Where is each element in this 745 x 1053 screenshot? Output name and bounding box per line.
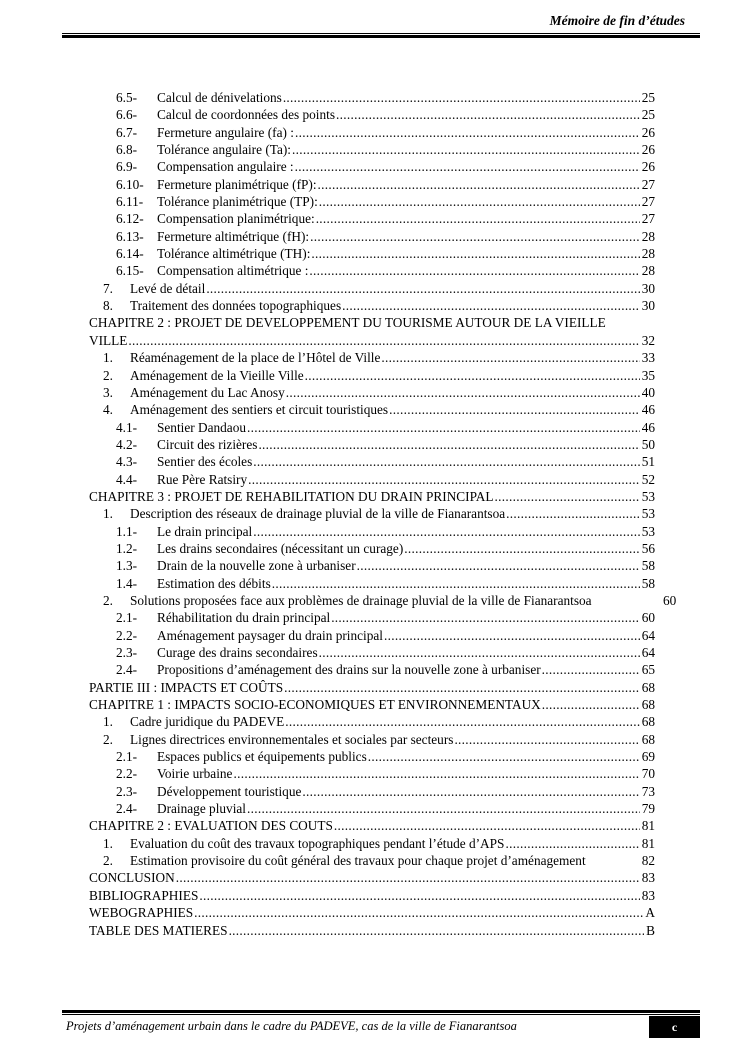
- toc-entry-label: Les drains secondaires (nécessitant un curage): [157, 540, 404, 556]
- toc-entry: [0, 505, 745, 522]
- toc-entry: [0, 367, 745, 384]
- toc-entry-leader: [316, 210, 640, 227]
- toc-entry-label: CHAPITRE 2 : EVALUATION DES COUTS: [89, 818, 333, 834]
- toc-entry-number: 6.6-: [116, 107, 138, 123]
- toc-entry-label: Rue Père Ratsiry: [157, 471, 248, 487]
- toc-entry-page: 73: [641, 783, 655, 799]
- toc-entry-leader: [404, 540, 639, 557]
- toc-entry-label: Solutions proposées face aux problèmes de drainage pluvial de la ville de Fianarantsoa: [130, 592, 592, 608]
- toc-entry: [0, 731, 745, 748]
- toc-entry-leader: [319, 644, 640, 661]
- toc-entry-page: 51: [641, 454, 655, 470]
- toc-entry-label: Sentier des écoles: [157, 454, 253, 470]
- toc-entry-number: 1.1-: [116, 523, 138, 539]
- toc-entry-number: 2.3-: [116, 783, 138, 799]
- toc-entry: [0, 89, 745, 106]
- toc-entry-leader: [247, 419, 640, 436]
- toc-entry-leader: [384, 627, 640, 644]
- toc-entry-number: 4.1-: [116, 419, 138, 435]
- toc-entry: [0, 176, 745, 193]
- toc-entry-leader: [258, 436, 639, 453]
- toc-entry-label: Levé de détail: [130, 280, 206, 296]
- toc-entry: [0, 314, 745, 331]
- toc-entry-label: CONCLUSION: [89, 870, 175, 886]
- toc-entry-page: 70: [641, 766, 655, 782]
- toc-entry-label: BIBLIOGRAPHIES: [89, 887, 199, 903]
- toc-entry: [0, 679, 745, 696]
- toc-entry-page: B: [646, 922, 655, 938]
- toc-entry: [0, 783, 745, 800]
- toc-entry-leader: [336, 106, 640, 123]
- toc-entry-number: 2.1-: [116, 610, 138, 626]
- toc-entry-page: 25: [641, 90, 655, 105]
- toc-entry: [0, 696, 745, 713]
- toc-entry-page: 58: [641, 575, 655, 591]
- toc-entry-number: 1.: [103, 714, 113, 730]
- toc-entry-number: 6.14-: [116, 246, 144, 262]
- toc-entry-number: 6.7-: [116, 124, 138, 140]
- toc-entry-page: 26: [641, 159, 655, 175]
- toc-entry-label: Sentier Dandaou: [157, 419, 246, 435]
- toc-entry-label: Estimation provisoire du coût général des travaux pour chaque projet d’aménagement: [130, 853, 586, 869]
- toc-entry-number: 6.15-: [116, 263, 144, 279]
- toc-entry-page: 28: [641, 263, 655, 279]
- toc-entry-page: 65: [641, 662, 655, 678]
- toc-entry: [0, 488, 745, 505]
- toc-entry: [0, 869, 745, 886]
- toc-entry-label: Propositions d’aménagement des drains sur la nouvelle zone à urbaniser: [157, 662, 541, 678]
- toc-entry-page: 35: [641, 367, 655, 383]
- toc-entry-leader: [368, 748, 640, 765]
- toc-entry-label: Aménagement du Lac Anosy: [130, 384, 285, 400]
- toc-entry-label: Réhabilitation du drain principal: [157, 610, 331, 626]
- footer-text: Projets d’aménagement urbain dans le cadre du PADEVE, cas de la ville de Fianarantsoa: [66, 1019, 517, 1033]
- toc-entry: [0, 835, 745, 852]
- toc-entry-number: 4.: [103, 402, 113, 418]
- toc-entry-label: CHAPITRE 2 : PROJET DE DEVELOPPEMENT DU TOURISME AUTOUR DE LA VIEILLE: [89, 315, 606, 331]
- toc-entry-leader: [248, 471, 640, 488]
- toc-entry: [0, 124, 745, 141]
- toc-entry-page: 53: [641, 488, 655, 504]
- toc-entry-leader: [272, 575, 640, 592]
- toc-entry-label: Estimation des débits: [157, 575, 271, 591]
- toc-entry-label: Aménagement de la Vieille Ville: [130, 367, 304, 383]
- toc-entry-label: TABLE DES MATIERES: [89, 922, 228, 938]
- toc-entry-leader: [253, 523, 639, 540]
- toc-entry-label: Tolérance altimétrique (TH):: [157, 246, 311, 262]
- toc-entry-label: Aménagement des sentiers et circuit touristiques: [130, 402, 389, 418]
- toc-entry-label: Réaménagement de la place de l’Hôtel de Ville: [130, 350, 381, 366]
- toc-entry: [0, 592, 745, 609]
- toc-entry-page: 33: [641, 350, 655, 366]
- toc-entry: [0, 800, 745, 817]
- toc-entry-page: 26: [641, 124, 655, 140]
- toc-entry-number: 6.12-: [116, 211, 144, 227]
- toc-entry-leader: [295, 124, 640, 141]
- toc-entry-leader: [542, 696, 640, 713]
- toc-entry-label: Evaluation du coût des travaux topographiques pendant l’étude d’APS: [130, 835, 505, 851]
- toc-entry-number: 2.4-: [116, 662, 138, 678]
- toc-entry-label: VILLE: [89, 332, 128, 348]
- toc-entry-leader: [505, 835, 639, 852]
- toc-entry-leader: [176, 869, 640, 886]
- toc-entry: [0, 575, 745, 592]
- toc-entry-number: 2.3-: [116, 645, 138, 660]
- toc-entry: [0, 471, 745, 488]
- toc-entry-leader: [253, 453, 639, 470]
- toc-entry-leader: [318, 176, 640, 193]
- toc-entry-label: Calcul de dénivelations: [157, 90, 282, 105]
- toc-entry-leader: [454, 731, 639, 748]
- toc-entry-number: 1.2-: [116, 540, 138, 556]
- toc-entry-label: Fermeture altimétrique (fH):: [157, 228, 310, 244]
- toc-entry-number: 6.5-: [116, 90, 138, 105]
- toc-entry-label: Le drain principal: [157, 523, 253, 539]
- toc-entry-page: 64: [641, 645, 655, 660]
- toc-entry-leader: [381, 349, 639, 366]
- toc-entry-page: 69: [641, 749, 655, 765]
- toc-entry-label: Traitement des données topographiques: [130, 298, 342, 314]
- toc-entry-page: 81: [641, 818, 655, 834]
- toc-entry-number: 4.4-: [116, 471, 138, 487]
- toc-entry-page: 27: [641, 176, 655, 192]
- toc-entry-number: 8.: [103, 298, 113, 314]
- toc-entry-label: Compensation planimétrique:: [157, 211, 315, 227]
- toc-entry-page: 81: [641, 835, 655, 851]
- toc-entry-number: 1.4-: [116, 575, 138, 591]
- toc-entry-leader: [495, 488, 640, 505]
- toc-entry-label: Aménagement paysager du drain principal: [157, 627, 383, 643]
- toc-entry-leader: [233, 765, 639, 782]
- toc-entry-leader: [309, 262, 639, 279]
- toc-entry: [0, 436, 745, 453]
- toc-entry: [0, 262, 745, 279]
- toc-entry-number: 6.13-: [116, 228, 144, 244]
- toc-entry: [0, 297, 745, 314]
- toc-entry-page: 53: [641, 506, 655, 522]
- toc-entry: [0, 419, 745, 436]
- toc-entry: [0, 817, 745, 834]
- toc-entry-page: 27: [641, 194, 655, 210]
- toc-entry: [0, 141, 745, 158]
- toc-entry-number: 1.: [103, 350, 113, 366]
- toc-entry-page: 56: [641, 540, 655, 556]
- toc-entry-leader: [229, 922, 645, 939]
- toc-entry-label: Développement touristique: [157, 783, 302, 799]
- footer-rule-thin: [62, 1014, 700, 1015]
- toc-entry-label: Description des réseaux de drainage pluvial de la ville de Fianarantsoa: [130, 506, 506, 522]
- toc-entry-label: Curage des drains secondaires: [157, 645, 318, 660]
- toc-entry-label: Fermeture angulaire (fa) :: [157, 124, 294, 140]
- toc-entry-label: Drain de la nouvelle zone à urbaniser: [157, 558, 356, 574]
- toc-entry-leader: [284, 679, 640, 696]
- toc-entry-leader: [302, 783, 639, 800]
- toc-entry-number: 2.2-: [116, 766, 138, 782]
- toc-entry-page: 68: [641, 731, 655, 747]
- toc-entry-label: Circuit des rizières: [157, 436, 258, 452]
- toc-entry-number: 6.11-: [116, 194, 144, 210]
- toc-entry-page: 58: [641, 558, 655, 574]
- toc-entry-leader: [286, 384, 640, 401]
- toc-entry-number: 7.: [103, 280, 113, 296]
- toc-entry-page: A: [645, 905, 655, 921]
- toc-entry-page: 60: [641, 610, 655, 626]
- toc-entry-page: 64: [641, 627, 655, 643]
- toc-entry-page: 40: [641, 384, 655, 400]
- toc-entry: [0, 245, 745, 262]
- toc-entry-number: 4.2-: [116, 436, 138, 452]
- toc-entry: [0, 453, 745, 470]
- toc-entry-leader: [311, 245, 639, 262]
- toc-entry-label: WEBOGRAPHIES: [89, 905, 194, 921]
- toc-entry-number: 1.: [103, 835, 113, 851]
- toc-entry-page: 30: [641, 280, 655, 296]
- toc-entry-page: 83: [641, 870, 655, 886]
- toc-entry-label: CHAPITRE 3 : PROJET DE REHABILITATION DU DRAIN PRINCIPAL: [89, 488, 494, 504]
- toc-entry-number: 1.3-: [116, 558, 138, 574]
- toc-entry: [0, 852, 745, 869]
- toc-entry-label: Fermeture planimétrique (fP):: [157, 176, 317, 192]
- toc-entry: [0, 523, 745, 540]
- toc-entry-leader: [199, 887, 639, 904]
- toc-entry: [0, 193, 745, 210]
- toc-entry: [0, 228, 745, 245]
- toc-entry-page: 83: [641, 887, 655, 903]
- toc-entry: [0, 661, 745, 678]
- toc-entry: [0, 627, 745, 644]
- table-of-contents: [0, 89, 745, 939]
- footer-page-label: c: [649, 1016, 700, 1038]
- toc-entry: [0, 401, 745, 418]
- toc-entry-label: Cadre juridique du PADEVE: [130, 714, 285, 730]
- toc-entry-page: 68: [641, 679, 655, 695]
- toc-entry-number: 2.4-: [116, 801, 138, 817]
- toc-entry-page: 26: [641, 142, 655, 158]
- toc-entry: [0, 540, 745, 557]
- toc-entry-leader: [295, 158, 640, 175]
- toc-entry-label: Espaces publics et équipements publics: [157, 749, 367, 765]
- toc-entry: [0, 609, 745, 626]
- toc-entry-label: CHAPITRE 1 : IMPACTS SOCIO-ECONOMIQUES ET ENVIRONNEMENTAUX: [89, 697, 541, 713]
- toc-entry-page: 60: [663, 592, 677, 608]
- toc-entry-page: 28: [641, 228, 655, 244]
- footer-rule-thick: [62, 1010, 700, 1013]
- toc-entry-number: 2.: [103, 853, 113, 869]
- toc-entry-label: Lignes directrices environnementales et sociales par secteurs: [130, 731, 454, 747]
- toc-entry-number: 2.: [103, 592, 113, 608]
- toc-entry-page: 68: [641, 714, 655, 730]
- toc-entry: [0, 158, 745, 175]
- toc-entry-leader: [331, 609, 640, 626]
- toc-entry-label: Compensation angulaire :: [157, 159, 294, 175]
- toc-entry-page: 52: [641, 471, 655, 487]
- toc-entry-label: Tolérance angulaire (Ta):: [157, 142, 291, 158]
- toc-entry: [0, 887, 745, 904]
- toc-entry-page: 30: [641, 298, 655, 314]
- toc-entry-page: 50: [641, 436, 655, 452]
- toc-entry-number: 6.10-: [116, 176, 144, 192]
- toc-entry-label: Tolérance planimétrique (TP):: [157, 194, 318, 210]
- toc-entry-number: 2.1-: [116, 749, 138, 765]
- toc-entry: [0, 332, 745, 349]
- toc-entry-leader: [283, 89, 640, 106]
- toc-entry: [0, 922, 745, 939]
- toc-entry-leader: [206, 280, 639, 297]
- toc-entry: [0, 557, 745, 574]
- toc-entry: [0, 349, 745, 366]
- toc-entry-number: 3.: [103, 384, 113, 400]
- toc-entry: [0, 210, 745, 227]
- toc-entry-page: 46: [641, 419, 655, 435]
- toc-entry-leader: [389, 401, 640, 418]
- toc-entry-number: 4.3-: [116, 454, 138, 470]
- toc-entry-number: 2.: [103, 367, 113, 383]
- toc-entry-leader: [334, 817, 640, 834]
- toc-entry-label: Compensation altimétrique :: [157, 263, 309, 279]
- toc-entry-page: 68: [641, 697, 655, 713]
- toc-entry-label: Drainage pluvial: [157, 801, 246, 817]
- toc-entry-number: 6.8-: [116, 142, 138, 158]
- toc-entry-leader: [292, 141, 640, 158]
- toc-entry-leader: [247, 800, 640, 817]
- toc-entry-number: 1.: [103, 506, 113, 522]
- toc-entry-leader: [319, 193, 640, 210]
- toc-entry-page: 25: [641, 107, 655, 123]
- toc-entry-leader: [357, 557, 640, 574]
- toc-entry: [0, 644, 745, 661]
- toc-entry-leader: [285, 713, 639, 730]
- toc-entry-page: 28: [641, 246, 655, 262]
- toc-entry-label: PARTIE III : IMPACTS ET COÛTS: [89, 679, 284, 695]
- toc-entry-label: Voirie urbaine: [157, 766, 233, 782]
- toc-entry-page: 27: [641, 211, 655, 227]
- toc-entry: [0, 748, 745, 765]
- toc-entry-page: 82: [641, 853, 655, 869]
- toc-entry-leader: [506, 505, 640, 522]
- toc-entry-leader: [542, 661, 640, 678]
- header-rule-thick: [62, 35, 700, 38]
- toc-entry: [0, 106, 745, 123]
- toc-entry-leader: [310, 228, 640, 245]
- toc-entry: [0, 280, 745, 297]
- toc-entry-leader: [128, 332, 639, 349]
- header-title: Mémoire de fin d’études: [549, 13, 685, 28]
- toc-entry: [0, 713, 745, 730]
- toc-entry-page: 32: [641, 332, 655, 348]
- toc-entry-number: 6.9-: [116, 159, 138, 175]
- toc-entry: [0, 765, 745, 782]
- toc-entry: [0, 384, 745, 401]
- toc-entry-leader: [342, 297, 640, 314]
- toc-entry-leader: [305, 367, 640, 384]
- toc-entry-page: 46: [641, 402, 655, 418]
- toc-entry-number: 2.2-: [116, 627, 138, 643]
- header-rule-thin: [62, 33, 700, 34]
- toc-entry-label: Calcul de coordonnées des points: [157, 107, 335, 123]
- toc-entry: [0, 904, 745, 921]
- toc-entry-page: 53: [641, 523, 655, 539]
- toc-entry-page: 79: [641, 801, 655, 817]
- toc-entry-number: 2.: [103, 731, 113, 747]
- toc-entry-leader: [194, 904, 643, 921]
